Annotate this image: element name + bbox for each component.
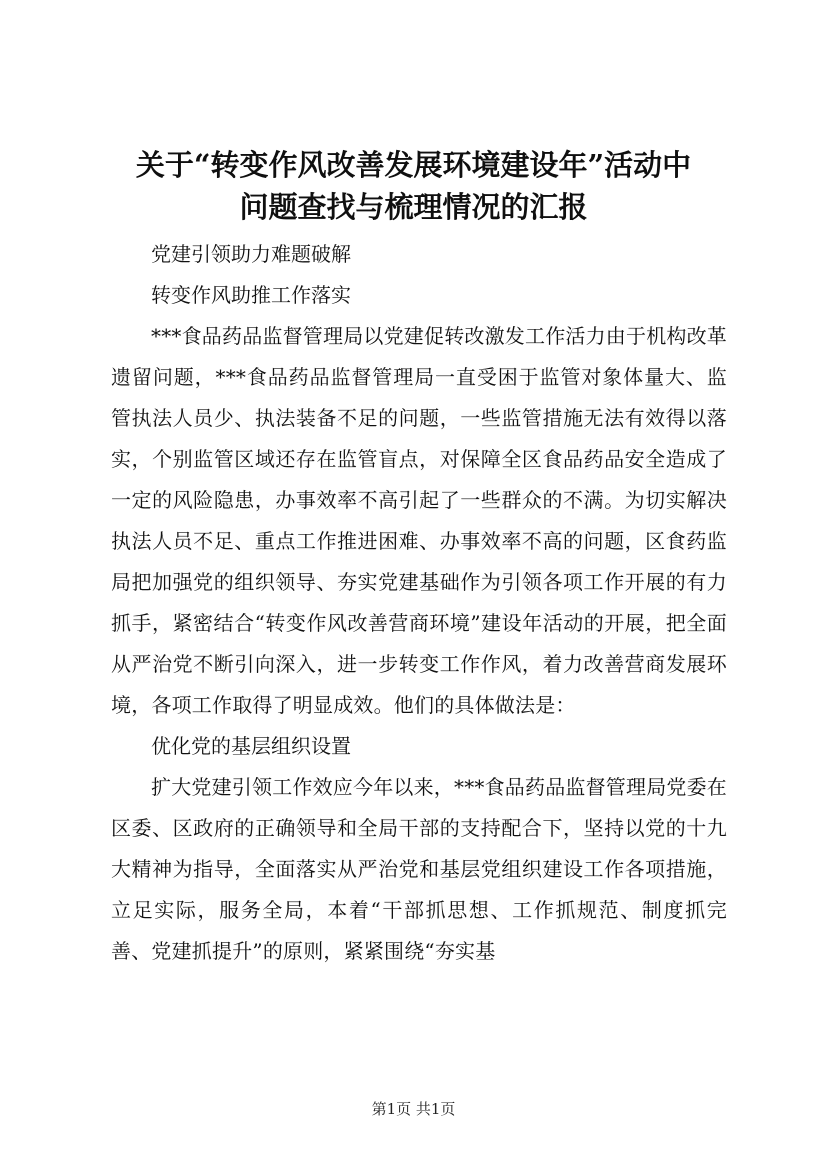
section-heading-3: 优化党的基层组织设置 <box>151 734 351 758</box>
body-paragraph-1: ***食品药品监督管理局以党建促转改激发工作活力由于机构改革遗留问题，***食品药品监督管理局一直受困于监管对象体量大、监管执法人员少、执法装备不足的问题，一些监管措施无法有效得以落实，个别监管区域还存在监管盲点，对保障全区食品药品安全造成了一定的风险隐患，办事效率不高引起了一些群众的不满。为切实解决执法人员不足、重点工作推进困难、办事效率不高的问题，区食药监局把加强党的组织领导、夯实党建基础作为引领各项工作开展的有力抓手，紧密结合“转变作风改善营商环境”建设年活动的开展，把全面从严治党不断引向深入，进一步转变工作作风，着力改善营商发展环境，各项工作取得了明显成效。他们的具体做法是： <box>111 324 727 717</box>
section-heading-2: 转变作风助推工作落实 <box>151 283 351 307</box>
document-body <box>111 234 727 972</box>
body-paragraph-2: 扩大党建引领工作效应今年以来，***食品药品监督管理局党委在区委、区政府的正确领导和全局干部的支持配合下，坚持以党的十九大精神为指导，全面落实从严治党和基层党组织建设工作各项措施，立足实际，服务全局，本着“干部抓思想、工作抓规范、制度抓完善、党建抓提升”的原则，紧紧围绕“夯实基 <box>111 775 727 963</box>
section-heading-1: 党建引领助力难题破解 <box>151 242 351 266</box>
page-footer: 第1页 共1页 <box>371 1100 456 1118</box>
title-line-1: 关于“转变作风改善发展环境建设年”活动中 <box>135 148 692 182</box>
document-title <box>100 144 727 228</box>
title-line-2: 问题查找与梳理情况的汇报 <box>239 190 588 224</box>
